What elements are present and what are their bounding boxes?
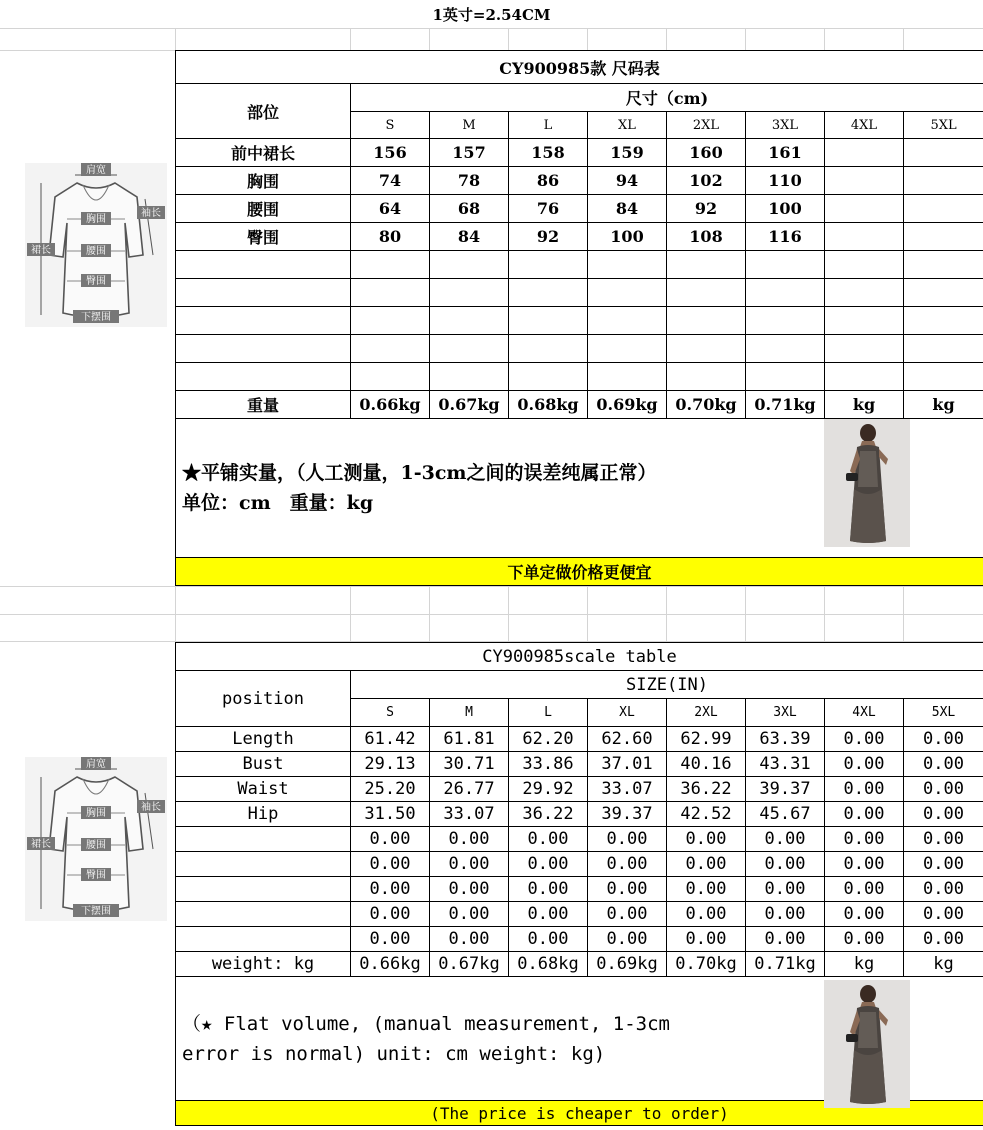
measurement-cell: 0.00 — [825, 827, 904, 852]
row-label — [176, 279, 351, 307]
measurement-cell: 29.92 — [509, 777, 588, 802]
measurement-cell: 0.00 — [746, 827, 825, 852]
table-row — [176, 877, 983, 902]
measurement-cell: 100 — [588, 223, 667, 251]
diagram-label: 肩宽 — [86, 759, 106, 770]
measurement-cell: 39.37 — [746, 777, 825, 802]
size-label: 4XL — [825, 699, 904, 727]
measurement-cell: 0.00 — [351, 852, 430, 877]
table-row — [176, 167, 983, 195]
measurement-cell: 0.00 — [667, 827, 746, 852]
measurement-cell: 36.22 — [667, 777, 746, 802]
measurement-cell: 0.00 — [588, 902, 667, 927]
measurement-cell — [509, 363, 588, 391]
measurement-cell: 159 — [588, 139, 667, 167]
row-label — [176, 927, 351, 952]
size-label: 4XL — [825, 112, 904, 139]
measurement-cell: 108 — [667, 223, 746, 251]
size-label: L — [509, 699, 588, 727]
measurement-cell: 0.00 — [904, 752, 983, 777]
measurement-cell: 0.00 — [825, 802, 904, 827]
size-header: SIZE(IN) — [351, 671, 983, 699]
measurement-cell: 92 — [509, 223, 588, 251]
measurement-cell: 84 — [430, 223, 509, 251]
measurement-cell: 110 — [746, 167, 825, 195]
measurement-cell — [430, 251, 509, 279]
table-row — [176, 727, 983, 752]
diagram-label: 下摆围 — [81, 906, 111, 917]
diagram-label: 腰围 — [86, 246, 106, 257]
weight-cell: 0.70kg — [667, 952, 746, 977]
size-label: 3XL — [746, 112, 825, 139]
size-label: 3XL — [746, 699, 825, 727]
measurement-cell: 102 — [667, 167, 746, 195]
size-label: S — [351, 112, 430, 139]
diagram-label: 臀围 — [86, 276, 106, 287]
measurement-cell: 33.86 — [509, 752, 588, 777]
dress-measurement-diagram — [25, 163, 167, 327]
measurement-cell — [351, 363, 430, 391]
measurement-cell: 29.13 — [351, 752, 430, 777]
measurement-cell: 161 — [746, 139, 825, 167]
measurement-cell: 0.00 — [351, 827, 430, 852]
row-label — [176, 877, 351, 902]
measurement-cell — [746, 251, 825, 279]
measurement-cell: 0.00 — [509, 852, 588, 877]
table-row — [176, 139, 983, 167]
measurement-cell: 25.20 — [351, 777, 430, 802]
diagram-label: 胸围 — [86, 808, 106, 819]
measurement-cell: 74 — [351, 167, 430, 195]
row-label: Waist — [176, 777, 351, 802]
measurement-cell: 62.20 — [509, 727, 588, 752]
measurement-cell: 0.00 — [667, 877, 746, 902]
table-row — [176, 927, 983, 952]
diagram-label: 胸围 — [86, 214, 106, 225]
measurement-cell: 43.31 — [746, 752, 825, 777]
size-label: XL — [588, 699, 667, 727]
measurement-cell: 63.39 — [746, 727, 825, 752]
measurement-cell: 68 — [430, 195, 509, 223]
measurement-cell: 0.00 — [351, 902, 430, 927]
weight-cell: 0.70kg — [667, 391, 746, 419]
measurement-cell — [509, 307, 588, 335]
measurement-cell: 0.00 — [667, 902, 746, 927]
size-label: M — [430, 112, 509, 139]
measurement-cell: 42.52 — [667, 802, 746, 827]
measurement-cell — [825, 279, 904, 307]
measurement-cell: 26.77 — [430, 777, 509, 802]
row-label: 胸围 — [176, 167, 351, 195]
measurement-cell: 0.00 — [746, 902, 825, 927]
diagram-label: 下摆围 — [81, 312, 111, 323]
measurement-cell: 0.00 — [588, 927, 667, 952]
measurement-cell — [667, 335, 746, 363]
measurement-cell: 0.00 — [509, 877, 588, 902]
measurement-cell: 0.00 — [509, 827, 588, 852]
measurement-cell: 86 — [509, 167, 588, 195]
measurement-cell: 0.00 — [825, 852, 904, 877]
measurement-cell — [509, 279, 588, 307]
measurement-cell — [904, 223, 983, 251]
weight-cell: 0.71kg — [746, 952, 825, 977]
measurement-cell — [904, 195, 983, 223]
weight-cell: 0.68kg — [509, 952, 588, 977]
size-label: M — [430, 699, 509, 727]
weight-cell: kg — [904, 391, 983, 419]
measurement-cell — [904, 139, 983, 167]
measurement-cell: 0.00 — [588, 852, 667, 877]
table-row — [176, 223, 983, 251]
table-row — [176, 195, 983, 223]
measurement-cell — [746, 307, 825, 335]
measurement-cell — [430, 279, 509, 307]
measurement-cell: 0.00 — [825, 777, 904, 802]
diagram-label: 袖长 — [141, 208, 161, 219]
measurement-cell: 0.00 — [904, 802, 983, 827]
measurement-cell: 30.71 — [430, 752, 509, 777]
measurement-cell: 0.00 — [667, 852, 746, 877]
row-label: Hip — [176, 802, 351, 827]
measurement-cell — [667, 279, 746, 307]
row-label: 臀围 — [176, 223, 351, 251]
measurement-cell — [904, 279, 983, 307]
weight-cell: 0.68kg — [509, 391, 588, 419]
table-row — [176, 363, 983, 391]
diagram-label: 臀围 — [86, 870, 106, 881]
measurement-cell: 0.00 — [825, 927, 904, 952]
measurement-cell — [588, 251, 667, 279]
measurement-cell: 0.00 — [430, 902, 509, 927]
measurement-cell — [588, 363, 667, 391]
unit-conversion-heading: 1英寸=2.54CM — [432, 5, 551, 24]
measurement-cell — [825, 223, 904, 251]
measurement-cell — [667, 251, 746, 279]
size-label: 5XL — [904, 112, 983, 139]
row-label: 腰围 — [176, 195, 351, 223]
weight-cell: 0.66kg — [351, 952, 430, 977]
measurement-cell: 92 — [667, 195, 746, 223]
dress-measurement-diagram — [25, 757, 167, 921]
measurement-cell — [825, 251, 904, 279]
measurement-cell — [904, 335, 983, 363]
measurement-cell: 0.00 — [509, 927, 588, 952]
measurement-cell — [351, 335, 430, 363]
size-label: L — [509, 112, 588, 139]
measurement-cell: 0.00 — [904, 927, 983, 952]
measurement-cell — [825, 307, 904, 335]
part-header: 部位 — [176, 84, 351, 139]
weight-cell: kg — [825, 952, 904, 977]
row-label: Bust — [176, 752, 351, 777]
measurement-cell: 0.00 — [430, 827, 509, 852]
measurement-cell: 84 — [588, 195, 667, 223]
measurement-cell — [825, 167, 904, 195]
weight-label: 重量 — [176, 391, 351, 419]
table-row — [176, 802, 983, 827]
measurement-cell: 0.00 — [904, 777, 983, 802]
size-label: 2XL — [667, 699, 746, 727]
table-row — [176, 335, 983, 363]
measurement-cell — [509, 251, 588, 279]
measurement-cell — [430, 307, 509, 335]
measurement-cell: 61.81 — [430, 727, 509, 752]
measurement-cell: 76 — [509, 195, 588, 223]
measurement-cell — [430, 335, 509, 363]
table-row — [176, 902, 983, 927]
measurement-cell — [904, 363, 983, 391]
table-row — [176, 279, 983, 307]
measurement-cell: 64 — [351, 195, 430, 223]
weight-cell: kg — [904, 952, 983, 977]
table-row — [176, 752, 983, 777]
measurement-cell: 0.00 — [904, 902, 983, 927]
weight-label: weight: kg — [176, 952, 351, 977]
measurement-cell: 0.00 — [351, 927, 430, 952]
row-label: Length — [176, 727, 351, 752]
measurement-cell — [825, 139, 904, 167]
diagram-label: 肩宽 — [86, 165, 106, 176]
price-footer: 下单定做价格更便宜 — [176, 558, 983, 586]
measurement-cell — [588, 335, 667, 363]
measurement-cell: 0.00 — [588, 877, 667, 902]
measurement-cell: 31.50 — [351, 802, 430, 827]
measurement-cell: 0.00 — [825, 902, 904, 927]
table-row — [176, 307, 983, 335]
measurement-cell: 0.00 — [825, 752, 904, 777]
measurement-cell: 157 — [430, 139, 509, 167]
diagram-label: 裙长 — [31, 839, 51, 850]
measurement-cell: 158 — [509, 139, 588, 167]
weight-cell: 0.67kg — [430, 391, 509, 419]
measurement-cell — [746, 363, 825, 391]
measurement-cell — [667, 363, 746, 391]
model-photo — [824, 980, 910, 1108]
measurement-cell: 0.00 — [746, 877, 825, 902]
measurement-cell: 0.00 — [667, 927, 746, 952]
measurement-cell — [904, 251, 983, 279]
measurement-cell — [904, 307, 983, 335]
size-label: XL — [588, 112, 667, 139]
measurement-cell: 0.00 — [904, 827, 983, 852]
measurement-cell: 116 — [746, 223, 825, 251]
measurement-cell — [825, 195, 904, 223]
size-label: 2XL — [667, 112, 746, 139]
measurement-cell: 80 — [351, 223, 430, 251]
measurement-cell: 61.42 — [351, 727, 430, 752]
measurement-cell — [588, 279, 667, 307]
measurement-cell: 156 — [351, 139, 430, 167]
measurement-cell: 40.16 — [667, 752, 746, 777]
row-label — [176, 307, 351, 335]
price-footer: (The price is cheaper to order) — [176, 1101, 983, 1126]
measurement-cell: 0.00 — [904, 852, 983, 877]
measurement-cell: 160 — [667, 139, 746, 167]
measurement-cell: 45.67 — [746, 802, 825, 827]
row-label — [176, 363, 351, 391]
measurement-cell: 0.00 — [904, 727, 983, 752]
table-title: CY900985款 尺码表 — [176, 51, 983, 84]
measurement-cell: 62.99 — [667, 727, 746, 752]
measurement-cell — [509, 335, 588, 363]
measurement-cell: 100 — [746, 195, 825, 223]
row-label: 前中裙长 — [176, 139, 351, 167]
size-header: 尺寸（cm) — [351, 84, 983, 112]
measurement-cell: 78 — [430, 167, 509, 195]
measurement-cell: 0.00 — [825, 877, 904, 902]
row-label — [176, 827, 351, 852]
measurement-cell: 36.22 — [509, 802, 588, 827]
weight-cell: 0.71kg — [746, 391, 825, 419]
diagram-label: 袖长 — [141, 802, 161, 813]
size-label: 5XL — [904, 699, 983, 727]
measurement-cell: 94 — [588, 167, 667, 195]
measurement-cell — [904, 167, 983, 195]
measurement-cell — [351, 279, 430, 307]
weight-cell: 0.69kg — [588, 391, 667, 419]
measurement-cell — [351, 251, 430, 279]
measurement-cell: 0.00 — [904, 877, 983, 902]
table-row — [176, 827, 983, 852]
measurement-cell — [746, 335, 825, 363]
diagram-label: 裙长 — [31, 245, 51, 256]
measurement-cell: 0.00 — [430, 877, 509, 902]
table-title: CY900985scale table — [176, 643, 983, 671]
measurement-cell: 0.00 — [825, 727, 904, 752]
note-line-2: 单位：cm 重量：kg — [182, 492, 374, 514]
measurement-cell: 0.00 — [351, 877, 430, 902]
measurement-cell — [825, 335, 904, 363]
model-photo — [824, 419, 910, 547]
note-line-1: ★平铺实量，（人工测量，1-3cm之间的误差纯属正常） — [182, 462, 657, 484]
row-label — [176, 902, 351, 927]
diagram-label: 腰围 — [86, 840, 106, 851]
measurement-cell: 0.00 — [509, 902, 588, 927]
weight-cell: 0.67kg — [430, 952, 509, 977]
row-label — [176, 335, 351, 363]
table-row — [176, 251, 983, 279]
measurement-cell: 0.00 — [588, 827, 667, 852]
measurement-cell: 39.37 — [588, 802, 667, 827]
measurement-cell — [667, 307, 746, 335]
measurement-cell: 0.00 — [430, 927, 509, 952]
weight-cell: 0.66kg — [351, 391, 430, 419]
measurement-cell: 37.01 — [588, 752, 667, 777]
size-label: S — [351, 699, 430, 727]
note-line-1: （★ Flat volume, (manual measurement, 1-3cm — [182, 1012, 670, 1035]
weight-cell: 0.69kg — [588, 952, 667, 977]
measurement-cell: 62.60 — [588, 727, 667, 752]
measurement-cell: 0.00 — [430, 852, 509, 877]
measurement-cell — [825, 363, 904, 391]
row-label — [176, 251, 351, 279]
note-line-2: error is normal) unit: cm weight: kg) — [182, 1042, 606, 1065]
measurement-cell — [588, 307, 667, 335]
measurement-cell — [746, 279, 825, 307]
measurement-cell: 0.00 — [746, 852, 825, 877]
measurement-cell: 33.07 — [588, 777, 667, 802]
measurement-cell: 33.07 — [430, 802, 509, 827]
measurement-cell — [351, 307, 430, 335]
weight-cell: kg — [825, 391, 904, 419]
measurement-cell: 0.00 — [746, 927, 825, 952]
part-header: position — [176, 671, 351, 727]
row-label — [176, 852, 351, 877]
table-row — [176, 852, 983, 877]
table-row — [176, 777, 983, 802]
measurement-cell — [430, 363, 509, 391]
